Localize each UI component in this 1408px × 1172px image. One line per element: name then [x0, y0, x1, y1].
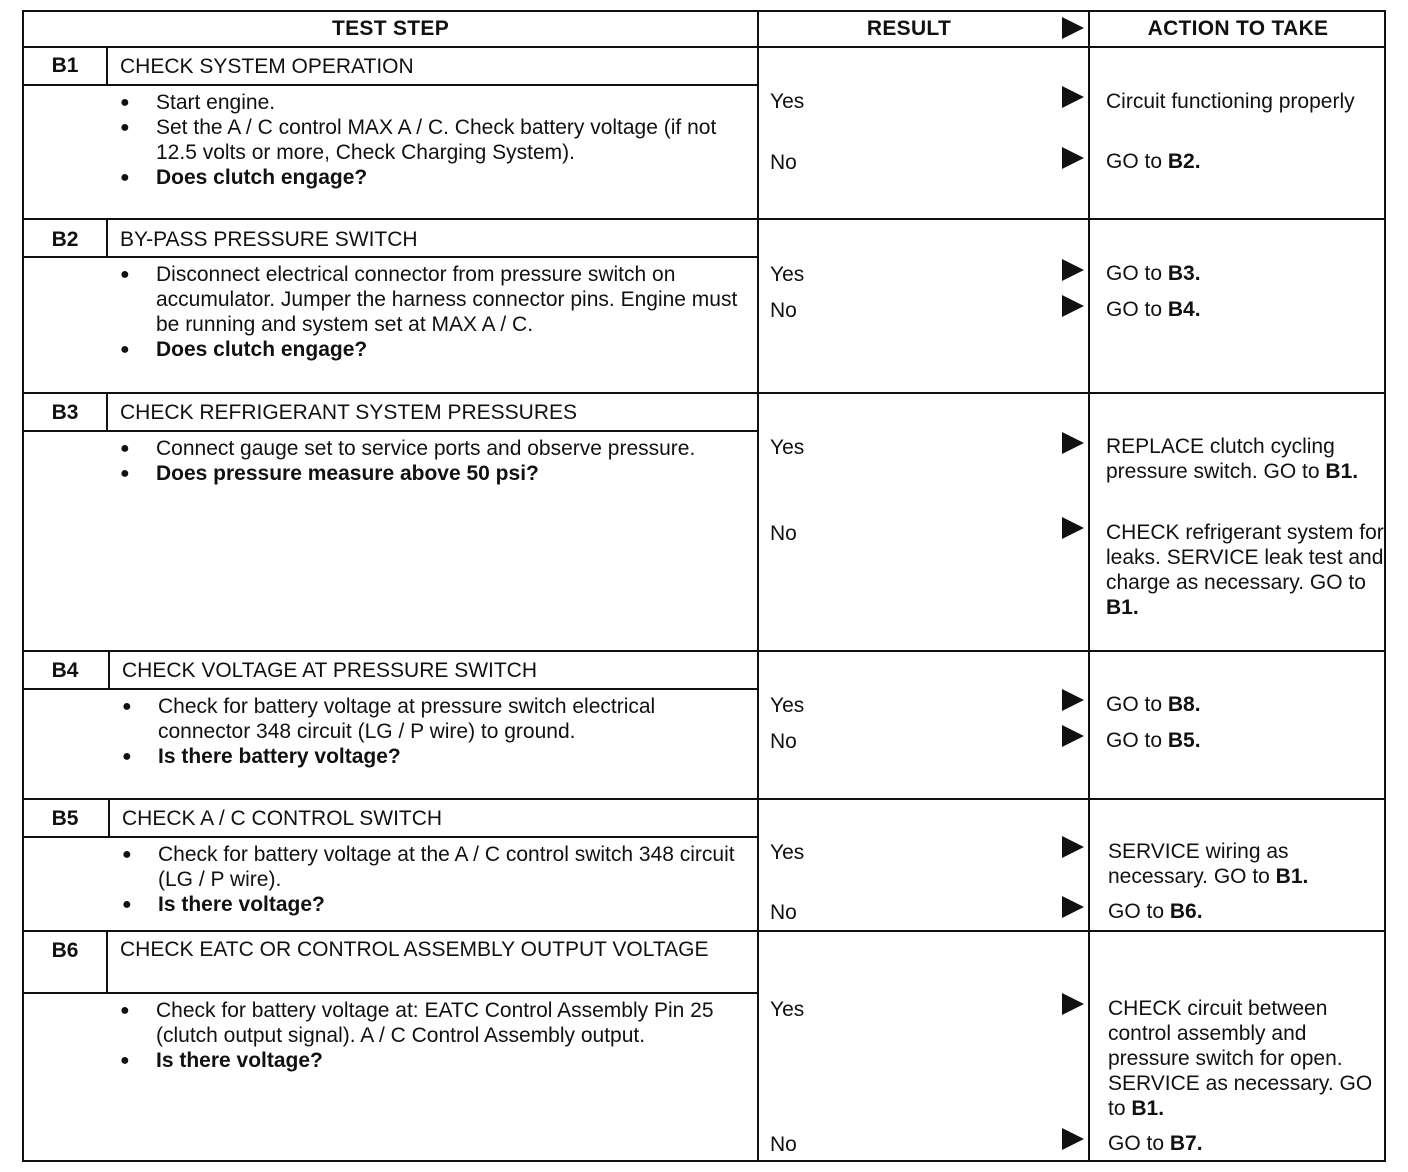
action-no — [1106, 149, 1386, 174]
result-no: No — [770, 299, 797, 322]
step-title: CHECK SYSTEM OPERATION — [120, 55, 414, 78]
action-ref: B1. — [1106, 596, 1139, 619]
arrow-icon — [1062, 86, 1084, 108]
header-divider — [24, 46, 1384, 48]
action-no — [1108, 899, 1388, 924]
action-no — [1106, 297, 1386, 322]
title-underline — [24, 688, 757, 690]
column-divider-result — [757, 12, 759, 1160]
result-no: No — [770, 151, 797, 174]
step-question: ● Does clutch engage? — [120, 165, 740, 190]
action-text: GO to — [1106, 298, 1168, 321]
title-underline — [24, 84, 757, 86]
result-no: No — [770, 522, 797, 545]
action-ref: B4. — [1167, 298, 1201, 321]
action-ref: B1. — [1275, 865, 1309, 888]
action-text: CHECK circuit between control assembly and pressure switch for open. SERVICE as necessary. GO to — [1108, 997, 1373, 1120]
arrow-icon — [1062, 147, 1084, 169]
code-separator — [106, 392, 108, 430]
result-yes: Yes — [770, 436, 805, 459]
action-text: REPLACE clutch cycling pressure switch. GO to — [1106, 435, 1335, 483]
action-text: GO to — [1106, 693, 1168, 716]
arrow-icon — [1062, 1128, 1084, 1150]
step-title: CHECK REFRIGERANT SYSTEM PRESSURES — [120, 401, 578, 424]
action-ref: B8. — [1167, 693, 1201, 716]
step-title: CHECK VOLTAGE AT PRESSURE SWITCH — [122, 659, 538, 682]
action-yes — [1106, 89, 1386, 114]
action-text: GO to — [1106, 262, 1168, 285]
step-code: B5 — [51, 807, 79, 830]
step-instructions — [120, 998, 740, 1073]
section-divider — [24, 798, 1384, 800]
section-divider — [24, 218, 1384, 220]
action-text: GO to — [1106, 729, 1168, 752]
step-instructions — [122, 842, 742, 917]
step-code: B6 — [51, 939, 79, 962]
action-text: Circuit functioning properly — [1106, 90, 1355, 113]
action-no — [1106, 520, 1386, 620]
code-separator — [108, 650, 110, 688]
action-ref: B5. — [1167, 729, 1201, 752]
step-title: CHECK A / C CONTROL SWITCH — [122, 807, 443, 830]
arrow-icon — [1062, 836, 1084, 858]
test-step-table — [22, 10, 1386, 1162]
result-no: No — [770, 1133, 797, 1156]
instruction-item: ● Disconnect electrical connector from pressure switch on accumulator. Jumper the harness connector pins. Engine must be running and system set at MAX A / C. — [120, 262, 740, 337]
title-underline — [24, 256, 757, 258]
header-result: RESULT — [866, 17, 952, 40]
action-text: GO to — [1108, 1132, 1170, 1155]
code-separator — [108, 798, 110, 836]
arrow-icon — [1062, 725, 1084, 747]
action-ref: B3. — [1167, 262, 1201, 285]
action-no — [1106, 728, 1386, 753]
action-text: GO to — [1106, 150, 1168, 173]
action-yes — [1106, 434, 1386, 484]
step-code: B1 — [51, 54, 79, 77]
arrow-icon — [1062, 259, 1084, 281]
step-question: ● Is there battery voltage? — [122, 744, 742, 769]
title-underline — [24, 992, 757, 994]
code-separator — [106, 930, 108, 992]
column-divider-action — [1088, 12, 1090, 1160]
action-ref: B6. — [1169, 900, 1203, 923]
section-divider — [24, 930, 1384, 932]
step-code: B2 — [51, 228, 79, 251]
arrow-icon — [1062, 432, 1084, 454]
arrow-icon — [1062, 517, 1084, 539]
instruction-item: ● Connect gauge set to service ports and observe pressure. — [120, 436, 740, 461]
step-title: CHECK EATC OR CONTROL ASSEMBLY OUTPUT VOLTAGE — [120, 938, 709, 961]
instruction-item: ● Set the A / C control MAX A / C. Check battery voltage (if not 12.5 volts or more, Check Charging System). — [120, 115, 740, 165]
step-code: B3 — [51, 401, 79, 424]
step-question: ● Is there voltage? — [122, 892, 742, 917]
code-separator — [106, 218, 108, 256]
step-code: B4 — [51, 659, 79, 682]
action-yes — [1108, 839, 1388, 889]
header-test-step: TEST STEP — [331, 17, 450, 40]
instruction-item: ● Check for battery voltage at the A / C control switch 348 circuit (LG / P wire). — [122, 842, 742, 892]
header-action: ACTION TO TAKE — [1147, 17, 1329, 40]
step-instructions — [120, 436, 740, 486]
result-yes: Yes — [770, 263, 805, 286]
header-arrow-icon — [1062, 17, 1084, 39]
section-divider — [24, 650, 1384, 652]
action-text: CHECK refrigerant system for leaks. SERVICE leak test and charge as necessary. GO to — [1106, 521, 1384, 594]
action-text: SERVICE wiring as necessary. GO to — [1108, 840, 1289, 888]
action-text: GO to — [1108, 900, 1170, 923]
step-question: ● Does clutch engage? — [120, 337, 740, 362]
step-question: ● Does pressure measure above 50 psi? — [120, 461, 740, 486]
action-yes — [1106, 261, 1386, 286]
arrow-icon — [1062, 689, 1084, 711]
action-ref: B2. — [1167, 150, 1201, 173]
instruction-item: ● Start engine. — [120, 90, 740, 115]
result-yes: Yes — [770, 998, 805, 1021]
arrow-icon — [1062, 896, 1084, 918]
result-no: No — [770, 730, 797, 753]
step-instructions — [122, 694, 742, 769]
step-title: BY-PASS PRESSURE SWITCH — [120, 228, 418, 251]
action-yes — [1108, 996, 1388, 1121]
action-yes — [1106, 692, 1386, 717]
action-ref: B7. — [1169, 1132, 1203, 1155]
instruction-item: ● Check for battery voltage at: EATC Control Assembly Pin 25 (clutch output signal). A / C Control Assembly output. — [120, 998, 740, 1048]
action-ref: B1. — [1131, 1097, 1165, 1120]
action-no — [1108, 1131, 1388, 1156]
action-ref: B1. — [1325, 460, 1359, 483]
code-separator — [106, 46, 108, 84]
section-divider — [24, 392, 1384, 394]
instruction-item: ● Check for battery voltage at pressure switch electrical connector 348 circuit (LG / P wire) to ground. — [122, 694, 742, 744]
result-yes: Yes — [770, 694, 805, 717]
step-instructions — [120, 90, 740, 190]
result-yes: Yes — [770, 841, 805, 864]
arrow-icon — [1062, 993, 1084, 1015]
arrow-icon — [1062, 295, 1084, 317]
result-yes: Yes — [770, 90, 805, 113]
title-underline — [24, 430, 757, 432]
title-underline — [24, 836, 757, 838]
step-instructions — [120, 262, 740, 362]
result-no: No — [770, 901, 797, 924]
step-question: ● Is there voltage? — [120, 1048, 740, 1073]
